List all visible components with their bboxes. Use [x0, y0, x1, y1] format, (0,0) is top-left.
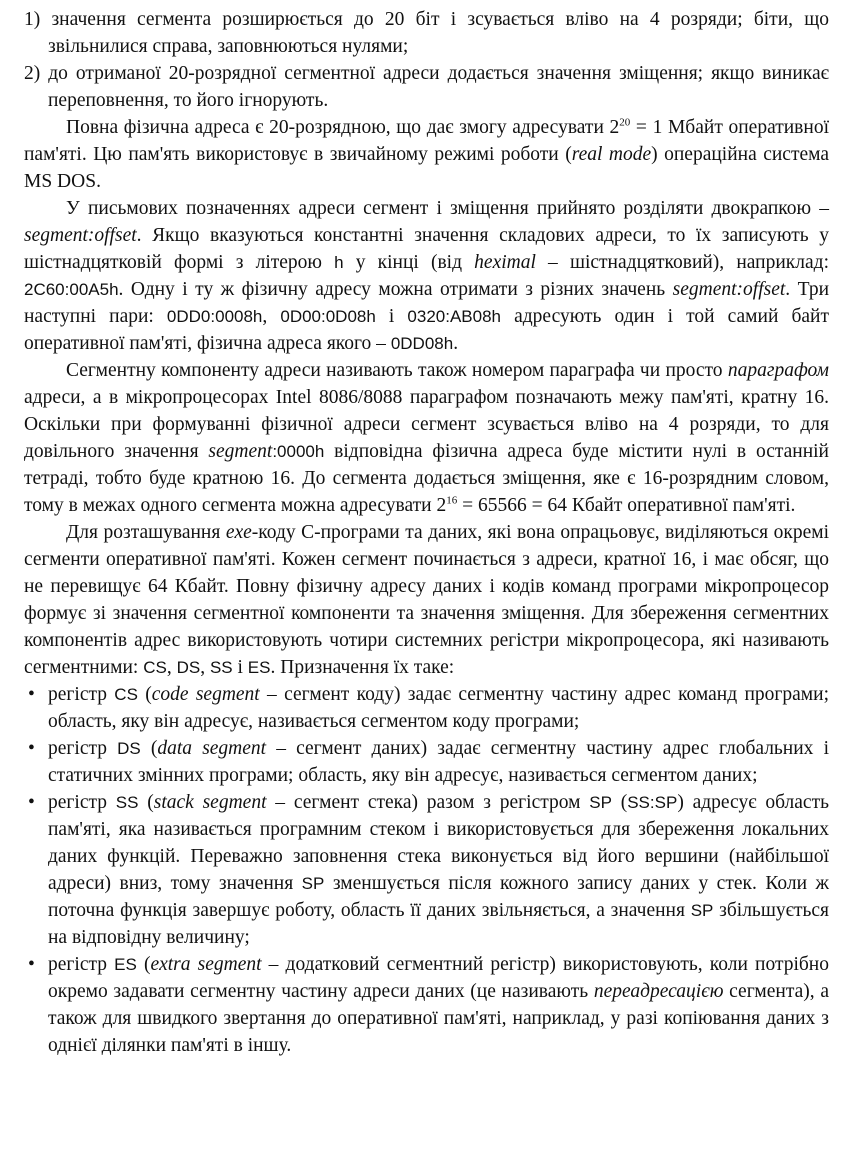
- item-text: значення сегмента розширюється до 20 біт і зсувається вліво на 4 розряди; біти, що звільнилися справа, заповнюються нулями;: [48, 9, 829, 57]
- italic-term: segment:offset: [24, 225, 137, 246]
- paragraph-paragraph-concept: [24, 357, 829, 519]
- text-run: регістр: [48, 954, 115, 975]
- code-term: SS: [115, 793, 139, 812]
- superscript: 16: [446, 494, 458, 507]
- text-run: У письмових позначеннях адреси сегмент і зміщення прийнято розділяти двокрапкою –: [66, 198, 829, 219]
- text-run: і: [375, 306, 408, 327]
- italic-term: heximal: [474, 252, 536, 273]
- text-run: – сегмент коду) задає сегментну частину адрес команд програми; область, яку він адресує, називається сегментом коду програми;: [48, 684, 829, 732]
- item-text: до отриманої 20-розрядної сегментної адреси додається значення зміщення; якщо виникає переповнення, то його ігнорують.: [48, 63, 830, 111]
- italic-term: code segment: [151, 684, 260, 705]
- text-run: ,: [166, 657, 177, 678]
- text-run: ) операційна система MS DOS.: [24, 144, 829, 192]
- italic-term: stack segment: [153, 792, 267, 813]
- text-run: ,: [200, 657, 210, 678]
- text-run: регістр: [48, 684, 115, 705]
- code-term: h: [334, 253, 344, 272]
- code-term: SS:SP: [627, 793, 678, 812]
- code-term: SP: [301, 874, 325, 893]
- text-run: . Три наступні пари:: [24, 279, 829, 327]
- code-term: 2C60:00A5h: [24, 280, 119, 299]
- paragraph-notation: [24, 195, 829, 357]
- text-run: – шістнадцятковий), наприклад:: [535, 252, 829, 273]
- list-item: [24, 60, 829, 114]
- list-item: [24, 6, 829, 60]
- italic-term: real mode: [571, 144, 652, 165]
- bullet-item-ds: [24, 735, 829, 789]
- item-number: 1): [24, 9, 41, 30]
- code-term: 0DD08h: [390, 334, 454, 353]
- text-run: (: [611, 792, 628, 813]
- bullet-list: [24, 681, 829, 1059]
- text-run: (: [137, 684, 152, 705]
- text-run: .: [453, 333, 459, 354]
- code-term: SP: [690, 901, 714, 920]
- italic-term: exe: [225, 522, 252, 543]
- italic-term: data segment: [157, 738, 267, 759]
- bullet-item-ss: [24, 789, 829, 951]
- text-run: – сегмент даних) задає сегментну частину адрес глобальних і статичних змінних програми; область, яку він адресує, називається сегментом даних;: [48, 738, 829, 786]
- code-term: SP: [589, 793, 612, 812]
- text-run: зменшується після кожного запису даних у стек. Коли ж поточна функція завершує роботу, область її даних звільняється, а значення: [48, 873, 829, 921]
- text-run: Сегментну компоненту адреси називають також номером параграфа чи просто: [66, 360, 728, 381]
- text-run: ,: [262, 306, 281, 327]
- text-run: – сегмент стека) разом з регістром: [266, 792, 590, 813]
- text-run: (: [140, 738, 158, 759]
- text-run: у кінці (від: [343, 252, 475, 273]
- text-run: адресують один і той самий байт оперативної пам'яті, фізична адреса якого –: [24, 306, 830, 354]
- italic-term: segment:offset: [672, 279, 786, 300]
- text-run: = 65566 = 64 Кбайт оперативної пам'яті.: [457, 495, 796, 516]
- text-run: . Якщо вказуються константні значення складових адреси, то їх записують у шістнадцятковій формі з літерою: [24, 225, 829, 273]
- item-number: 2): [24, 63, 41, 84]
- code-term: 0D00:0D08h: [280, 307, 376, 326]
- text-run: – додатковий сегментний регістр) використовують, коли потрібно окремо задавати сегментну частину адреси даних (це називають: [48, 954, 829, 1002]
- italic-term: segment: [208, 441, 273, 462]
- text-run: (: [136, 954, 151, 975]
- code-term: :0000h: [272, 442, 325, 461]
- text-run: відповідна фізична адреса буде містити нулі в останній тетраді, тобто буде кратною 16. До сегмента додається зміщення, яке є 16-розрядним словом, тому в межах одного сегмента можна адресувати 2: [24, 441, 829, 516]
- italic-term: параграфом: [727, 360, 829, 381]
- text-run: = 1 Мбайт оперативної пам'яті. Цю пам'ять використовує в звичайному режимі роботи (: [24, 117, 829, 165]
- text-run: адреси, а в мікропроцесорах Intel 8086/8088 параграфом позначають межу пам'яті, кратну 16. Оскільки при формуванні фізичної адреси сегмент зсувається вліво на 4 розряди, то для довільного значення: [24, 387, 829, 462]
- text-run: збільшується на відповідну величину;: [48, 900, 829, 948]
- code-term: 0DD0:0008h: [166, 307, 263, 326]
- text-run: і: [232, 657, 248, 678]
- code-term: ES: [247, 658, 271, 677]
- numbered-list: [24, 6, 829, 114]
- code-term: SS: [209, 658, 233, 677]
- italic-term: extra segment: [150, 954, 262, 975]
- code-term: ES: [114, 955, 137, 974]
- text-run: . Призначення їх таке:: [270, 657, 455, 678]
- code-term: CS: [114, 685, 138, 704]
- text-run: Повна фізична адреса є 20-розрядною, що дає змогу адресувати 2: [66, 117, 620, 138]
- text-run: Для розташування: [66, 522, 226, 543]
- code-term: CS: [143, 658, 167, 677]
- text-run: -коду С-програми та даних, які вона опрацьовує, виділяються окремі сегменти оперативної пам'яті. Кожен сегмент починається з адреси, кратної 16, і має обсяг, що не перевищує 64 Кбайт. Повну фізичну адресу даних і кодів команд програми мікропроцесор формує зі значення сегментної компоненти та значення зміщення. Для збереження сегментних компонентів адрес використовують чотири системних регістри мікропроцесора, які називають сегментними:: [24, 522, 829, 678]
- superscript: 20: [619, 116, 631, 129]
- text-run: регістр: [48, 738, 118, 759]
- bullet-item-es: [24, 951, 829, 1059]
- code-term: DS: [176, 658, 201, 677]
- paragraph-segment-registers: [24, 519, 829, 681]
- code-term: 0320:AB08h: [407, 307, 502, 326]
- paragraph-physical-address: [24, 114, 829, 195]
- text-run: (: [138, 792, 154, 813]
- text-run: регістр: [48, 792, 116, 813]
- text-run: сегмента), а також для швидкого звертання до оперативної пам'яті, наприклад, у разі копіювання даних з однієї ділянки пам'яті в іншу.: [48, 981, 829, 1056]
- text-run: . Одну і ту ж фізичну адресу можна отримати з різних значень: [118, 279, 673, 300]
- italic-term: переадресацією: [593, 981, 724, 1002]
- bullet-item-cs: [24, 681, 829, 735]
- code-term: DS: [117, 739, 141, 758]
- text-run: ) адресує область пам'яті, яка називається програмним стеком і використовується для збереження локальних даних функцій. Переважно заповнення стека виконується від його вершини (найбільшої адреси) вниз, тому значення: [48, 792, 829, 894]
